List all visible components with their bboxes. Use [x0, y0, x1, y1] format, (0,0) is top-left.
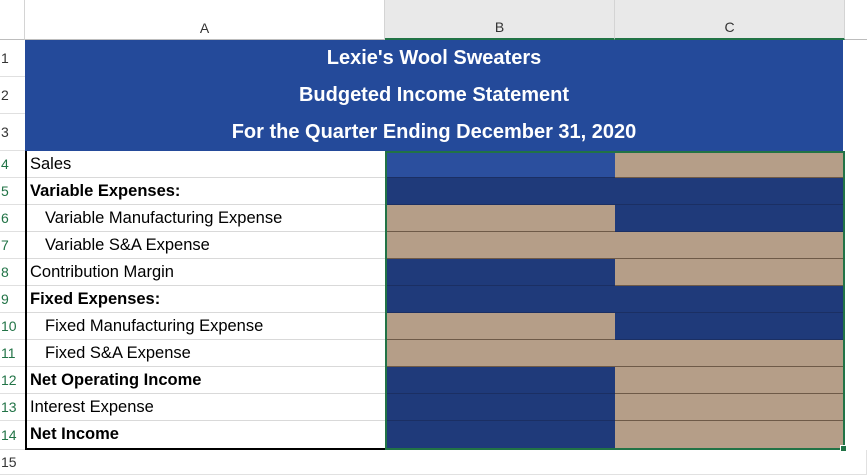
row-header-8[interactable]: 8	[0, 259, 25, 286]
title-block[interactable]	[25, 40, 843, 151]
fill-handle[interactable]	[840, 445, 847, 452]
row-header-6[interactable]: 6	[0, 205, 25, 232]
line-item-label[interactable]: Variable Manufacturing Expense	[25, 205, 385, 232]
row-header-14[interactable]: 14	[0, 421, 25, 450]
line-item-label[interactable]: Variable S&A Expense	[25, 232, 385, 259]
company-name: Lexie's Wool Sweaters	[326, 47, 542, 69]
row-header-10[interactable]: 10	[0, 313, 25, 340]
selection-range	[385, 151, 845, 450]
row-header-2[interactable]: 2	[0, 77, 25, 114]
column-header-c[interactable]: C	[615, 0, 845, 40]
empty-row-15[interactable]	[25, 450, 867, 475]
line-item-label[interactable]: Fixed Expenses:	[25, 286, 385, 313]
label-column-border	[25, 151, 27, 450]
line-item-label[interactable]: Interest Expense	[25, 394, 385, 421]
line-item-label[interactable]: Contribution Margin	[25, 259, 385, 286]
row-header-1[interactable]: 1	[0, 40, 25, 77]
row-header-13[interactable]: 13	[0, 394, 25, 421]
row-header-12[interactable]: 12	[0, 367, 25, 394]
line-item-label[interactable]: Fixed S&A Expense	[25, 340, 385, 367]
line-item-label[interactable]: Variable Expenses:	[25, 178, 385, 205]
column-header-b[interactable]: B	[385, 0, 615, 40]
line-item-label[interactable]: Net Income	[25, 421, 385, 450]
select-all-corner[interactable]	[0, 0, 25, 40]
line-item-label[interactable]: Sales	[25, 151, 385, 178]
row-header-15[interactable]: 15	[0, 450, 25, 475]
line-item-label[interactable]: Net Operating Income	[25, 367, 385, 394]
column-header-a[interactable]: A	[25, 0, 385, 40]
row-header-4[interactable]: 4	[0, 151, 25, 178]
row-header-9[interactable]: 9	[0, 286, 25, 313]
row-header-3[interactable]: 3	[0, 114, 25, 151]
row-header-7[interactable]: 7	[0, 232, 25, 259]
line-item-label[interactable]: Fixed Manufacturing Expense	[25, 313, 385, 340]
column-header-next[interactable]	[845, 0, 867, 40]
row-header-11[interactable]: 11	[0, 340, 25, 367]
statement-title: Budgeted Income Statement	[298, 84, 570, 106]
row-header-5[interactable]: 5	[0, 178, 25, 205]
period-title: For the Quarter Ending December 31, 2020	[231, 121, 637, 143]
